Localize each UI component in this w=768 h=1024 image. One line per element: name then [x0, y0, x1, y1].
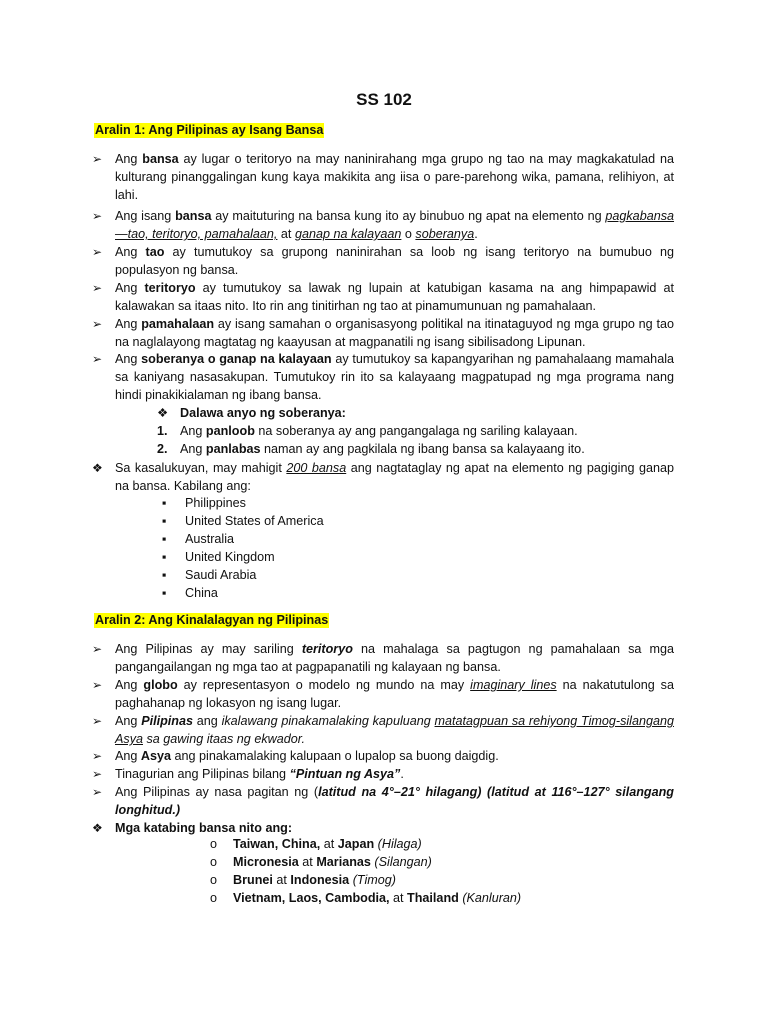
square-bullet-icon: ▪ [162, 586, 167, 600]
list-item: ➢ Ang Pilipinas ay nasa pagitan ng (latitud na 4°–21° hilagang) (latitud at 116°–127° silangang longhitud.) [92, 785, 674, 817]
arrow-bullet-icon: ➢ [92, 281, 103, 295]
circle-bullet-icon: o [210, 855, 218, 869]
arrow-bullet-icon: ➢ [92, 352, 103, 366]
arrow-bullet-icon: ➢ [92, 209, 103, 223]
circle-bullet-icon: o [210, 837, 218, 851]
square-bullet-icon: ▪ [162, 532, 167, 546]
arrow-bullet-icon: ➢ [92, 714, 103, 728]
list-item: ➢ Ang pamahalaan ay isang samahan o organisasyong politikal na itinataguyod ng mga grupo ng tao na naglalayong magtatag ng kaayusan at magpanatili ng isang sibilisadong Lipunan. [92, 317, 674, 349]
diamond-bullet-icon: ❖ [92, 821, 103, 835]
list-item: ▪ Philippines [162, 496, 246, 510]
list-item: ▪ United Kingdom [162, 550, 275, 564]
list-item: o Micronesia at Marianas (Silangan) [210, 855, 432, 869]
list-item: ➢ Ang teritoryo ay tumutukoy sa lawak ng lupain at katubigan kasama na ang himpapawid at kalawakan sa itaas nito. Ito rin ang tinitirhan ng tao at pinamumunuan ng pamahalaan. [92, 281, 674, 313]
list-item: ❖ Dalawa anyo ng soberanya: [157, 406, 346, 420]
diamond-bullet-icon: ❖ [92, 461, 103, 475]
numbered-item: 2. Ang panlabas naman ay ang pagkilala ng ibang bansa sa kalayaang ito. [157, 442, 585, 456]
arrow-bullet-icon: ➢ [92, 767, 103, 781]
list-item: o Vietnam, Laos, Cambodia, at Thailand (Kanluran) [210, 891, 522, 905]
arrow-bullet-icon: ➢ [92, 749, 103, 763]
list-item: ➢ Ang soberanya o ganap na kalayaan ay tumutukoy sa kapangyarihan ng pamahalaang mamahala sa kaniyang nasasakupan. Tumutukoy rin ito sa kalayaang magpatupad ng mga programa nang hindi pinakikialaman ng ibang bansa. [92, 352, 674, 402]
square-bullet-icon: ▪ [162, 550, 167, 564]
circle-bullet-icon: o [210, 891, 218, 905]
list-item: o Taiwan, China, at Japan (Hilaga) [210, 837, 422, 851]
list-item: ❖ Sa kasalukuyan, may mahigit 200 bansa ang nagtataglay ng apat na elemento ng pagiging ganap na bansa. Kabilang ang: [92, 461, 674, 493]
arrow-bullet-icon: ➢ [92, 642, 103, 656]
aralin1-heading: Aralin 1: Ang Pilipinas ay Isang Bansa [95, 123, 324, 137]
diamond-bullet-icon: ❖ [157, 406, 169, 420]
square-bullet-icon: ▪ [162, 568, 167, 582]
list-item: ➢ Tinagurian ang Pilipinas bilang “Pintuan ng Asya”. [92, 767, 404, 781]
arrow-bullet-icon: ➢ [92, 785, 103, 799]
list-item: ➢ Ang tao ay tumutukoy sa grupong naninirahan sa loob ng isang teritoryo na bumubuo ng populasyon ng bansa. [92, 245, 674, 277]
arrow-bullet-icon: ➢ [92, 152, 103, 166]
list-item: ➢ Ang bansa ay lugar o teritoryo na may naninirahang mga grupo ng tao na may magkakatulad na kulturang pinanggalingan kung kaya makikita ang iisa o pare-parehong wika, pamana, relihiyon, at lahi. [92, 152, 674, 202]
square-bullet-icon: ▪ [162, 496, 167, 510]
list-item: ❖ Mga katabing bansa nito ang: [92, 821, 293, 835]
list-item: ➢ Ang globo ay representasyon o modelo ng mundo na may imaginary lines na nakatutulong sa paghahanap ng lokasyon ng isang lugar. [92, 678, 674, 710]
list-item: ▪ Saudi Arabia [162, 568, 257, 582]
list-item: ➢ Ang Pilipinas ay may sariling teritoryo na mahalaga sa pagtugon ng pamahalaan sa mga pangangailangan ng mga tao at pagpapanatili ng kalayaan ng bansa. [92, 642, 674, 674]
circle-bullet-icon: o [210, 873, 218, 887]
list-item: o Brunei at Indonesia (Timog) [210, 873, 396, 887]
list-item: ➢ Ang Asya ang pinakamalaking kalupaan o lupalop sa buong daigdig. [92, 749, 499, 763]
page-title: SS 102 [356, 90, 412, 109]
list-item: ▪ China [162, 586, 218, 600]
list-item: ▪ United States of America [162, 514, 324, 528]
list-item: ➢ Ang isang bansa ay maituturing na bansa kung ito ay binubuo ng apat na elemento ng pagkabansa—tao, teritoryo, pamahalaan, at ganap na kalayaan o soberanya. [92, 209, 675, 241]
aralin2-heading: Aralin 2: Ang Kinalalagyan ng Pilipinas [95, 613, 329, 627]
arrow-bullet-icon: ➢ [92, 317, 103, 331]
list-item: ➢ Ang Pilipinas ang ikalawang pinakamalaking kapuluang matatagpuan sa rehiyong Timog-silangang Asya sa gawing itaas ng ekwador. [92, 714, 674, 746]
numbered-item: 1. Ang panloob na soberanya ay ang pangangalaga ng sariling kalayaan. [157, 424, 578, 438]
arrow-bullet-icon: ➢ [92, 678, 103, 692]
square-bullet-icon: ▪ [162, 514, 167, 528]
list-item: ▪ Australia [162, 532, 234, 546]
arrow-bullet-icon: ➢ [92, 245, 103, 259]
